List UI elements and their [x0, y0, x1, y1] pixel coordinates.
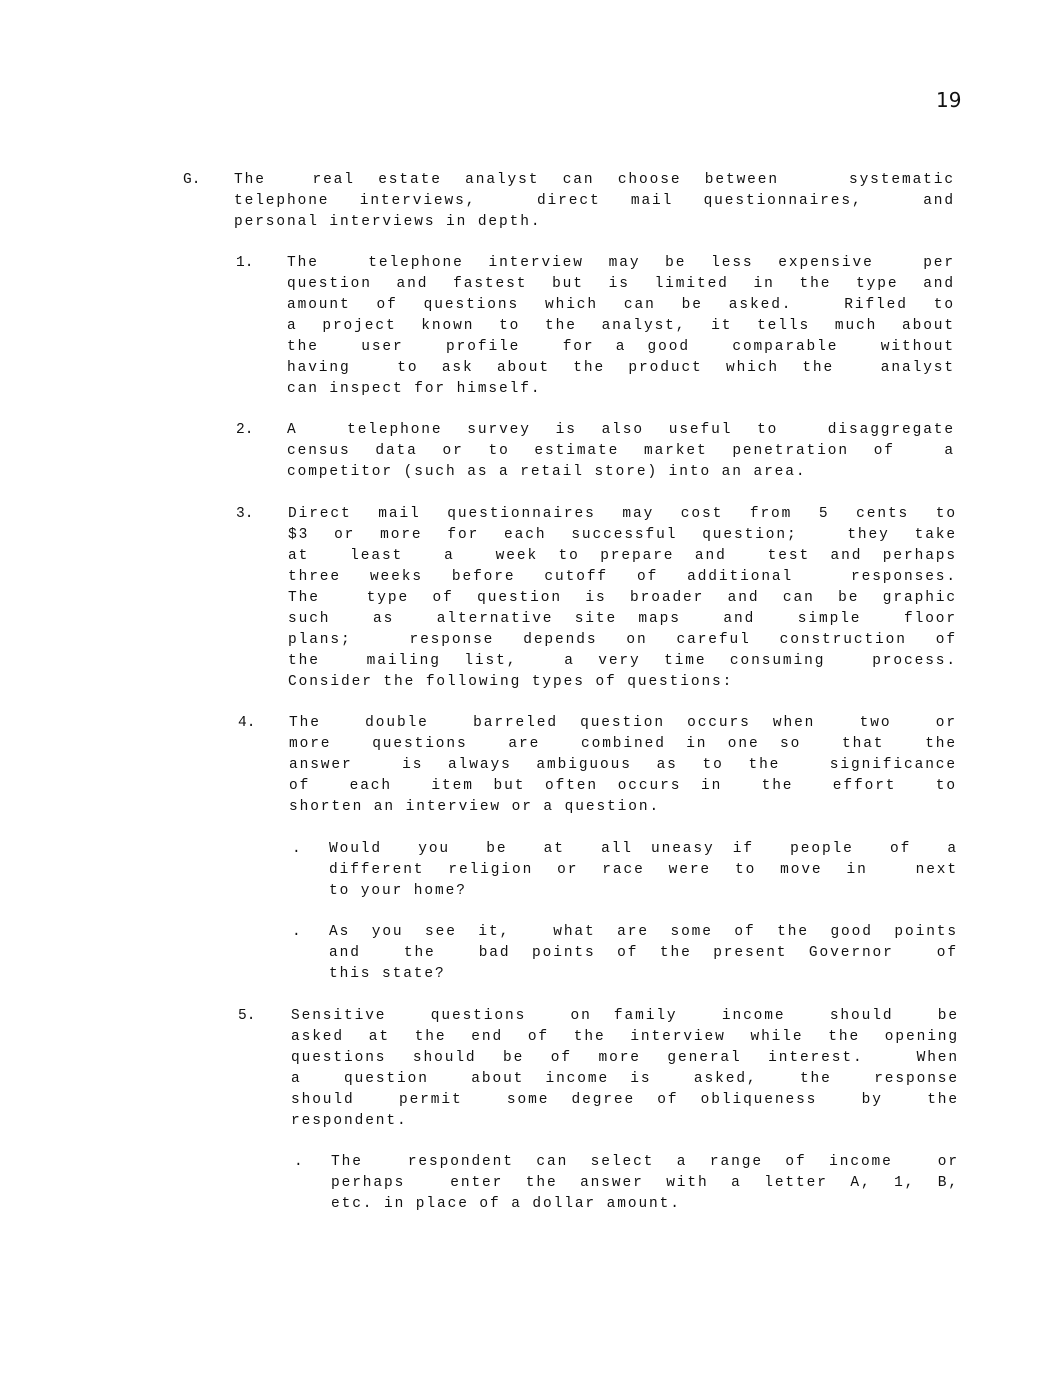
item-1-line: question and fastest but is limited in the type and [287, 276, 955, 292]
item-4-line: answer is always ambiguous as to the significance [289, 757, 957, 773]
item-5-line: Sensitive questions on family income should be [291, 1008, 959, 1024]
item-4-line: The double barreled question occurs when two or [289, 715, 957, 731]
item-3-line: three weeks before cutoff of additional responses. [288, 569, 957, 585]
bullet-2-line: and the bad points of the present Governor of [329, 945, 958, 961]
item-1-line: the user profile for a good comparable without [287, 339, 955, 355]
section-g-line: The real estate analyst can choose between systematic [234, 172, 955, 188]
item-4-line: shorten an interview or a question. [289, 799, 661, 815]
bullet-1-marker: . [292, 841, 301, 857]
section-g-line: personal interviews in depth. [234, 214, 542, 230]
item-3-line: Consider the following types of questions: [288, 674, 734, 690]
item-3-line: $3 or more for each successful question; they take [288, 527, 957, 543]
item-1-marker: 1. [236, 255, 254, 271]
item-3-line: Direct mail questionnaires may cost from 5 cents to [288, 506, 957, 522]
item-1-line: amount of questions which can be asked. Rifled to [287, 297, 955, 313]
item-3-line: at least a week to prepare and test and perhaps [288, 548, 957, 564]
bullet-1-line: Would you be at all uneasy if people of a [329, 841, 958, 857]
item-3-line: The type of question is broader and can be graphic [288, 590, 957, 606]
item-5-line: a question about income is asked, the response [291, 1071, 959, 1087]
bullet-2-line: this state? [329, 966, 446, 982]
page-number: 19 [936, 88, 962, 112]
bullet-1-line: different religion or race were to move in next [329, 862, 958, 878]
section-g-line: telephone interviews, direct mail questionnaires, and [234, 193, 955, 209]
item-1-line: a project known to the analyst, it tells much about [287, 318, 955, 334]
item-3-line: plans; response depends on careful construction of [288, 632, 957, 648]
item-5-line: should permit some degree of obliqueness by the [291, 1092, 959, 1108]
bullet-2-line: As you see it, what are some of the good points [329, 924, 958, 940]
item-3-line: the mailing list, a very time consuming process. [288, 653, 957, 669]
bullet-3-line: The respondent can select a range of income or [331, 1154, 959, 1170]
item-2-line: census data or to estimate market penetration of a [287, 443, 955, 459]
bullet-3-line: perhaps enter the answer with a letter A, 1, B, [331, 1175, 959, 1191]
item-1-line: The telephone interview may be less expensive per [287, 255, 955, 271]
bullet-2-marker: . [292, 924, 301, 940]
bullet-3-line: etc. in place of a dollar amount. [331, 1196, 681, 1212]
item-2-marker: 2. [236, 422, 254, 438]
item-4-marker: 4. [238, 715, 256, 731]
item-5-marker: 5. [238, 1008, 256, 1024]
item-1-line: can inspect for himself. [287, 381, 542, 397]
item-1-line: having to ask about the product which the analyst [287, 360, 955, 376]
item-4-line: of each item but often occurs in the effort to [289, 778, 957, 794]
item-3-line: such as alternative site maps and simple floor [288, 611, 957, 627]
item-2-line: competitor (such as a retail store) into an area. [287, 464, 807, 480]
bullet-3-marker: . [294, 1154, 303, 1170]
item-2-line: A telephone survey is also useful to disaggregate [287, 422, 955, 438]
item-5-line: questions should be of more general interest. When [291, 1050, 959, 1066]
item-4-line: more questions are combined in one so that the [289, 736, 957, 752]
bullet-1-line: to your home? [329, 883, 467, 899]
section-g-marker: G. [183, 172, 201, 188]
item-3-marker: 3. [236, 506, 254, 522]
item-5-line: asked at the end of the interview while the opening [291, 1029, 959, 1045]
item-5-line: respondent. [291, 1113, 408, 1129]
